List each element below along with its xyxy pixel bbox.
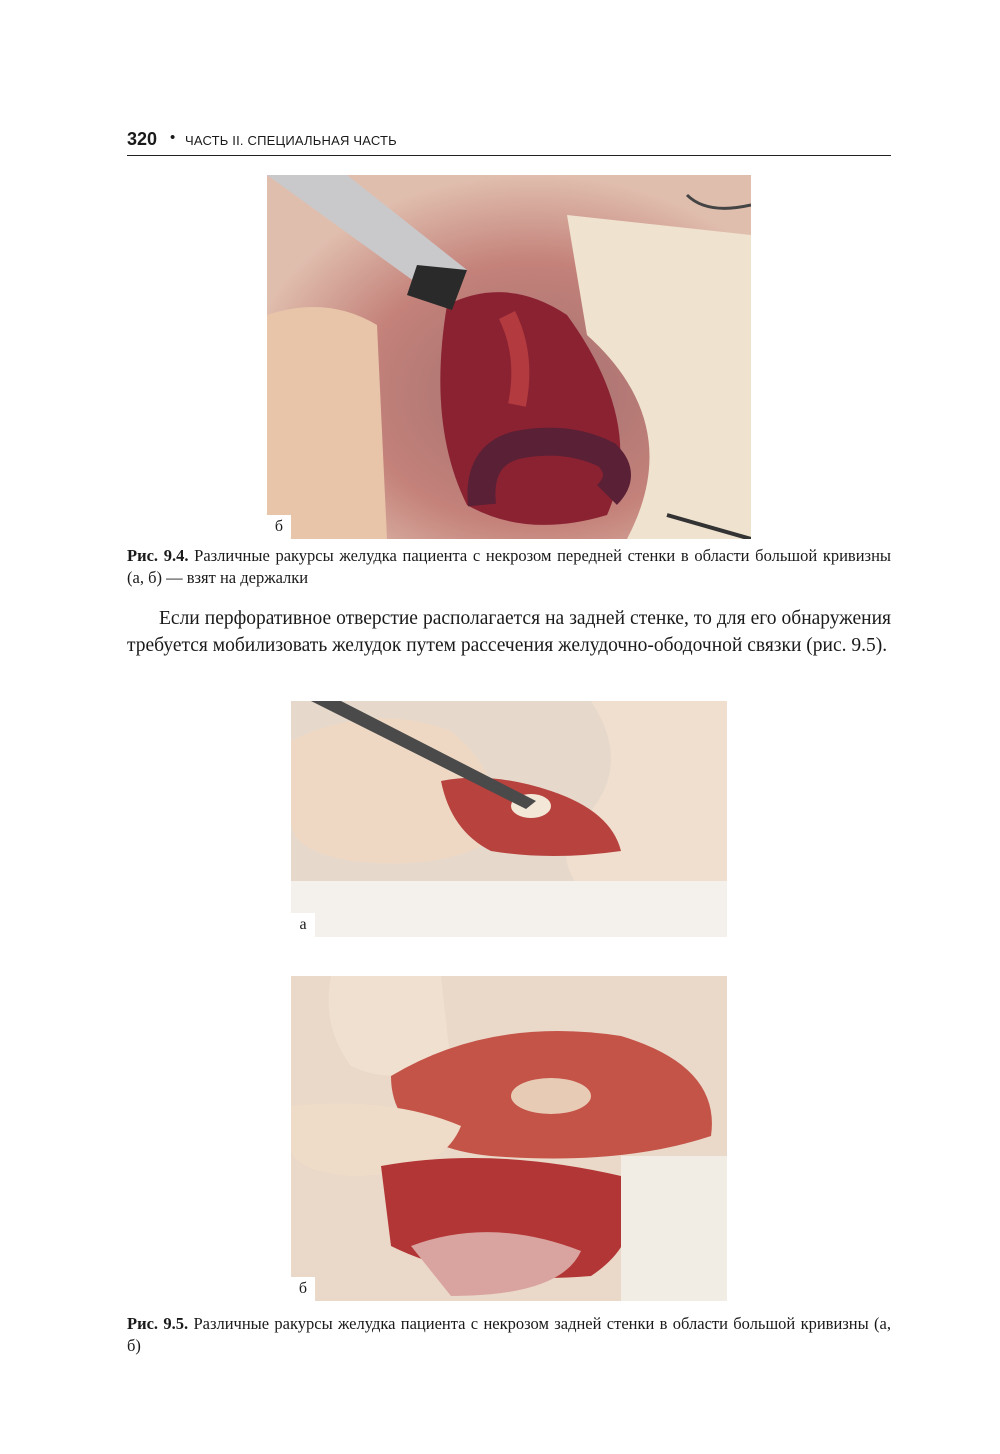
figure-9-4-photo — [267, 175, 751, 539]
figure-9-5a-photo — [291, 701, 727, 937]
panel-label-b: б — [267, 515, 291, 539]
body-paragraph: Если перфоративное отверстие располагается на задней стенке, то для его обнаружения требуется мобилизовать желудок путем рассечения желудочно-ободочной связки (рис. 9.5). — [127, 608, 891, 656]
figure-9-5-caption — [127, 1313, 891, 1357]
figure-9-4-caption-text: Различные ракурсы желудка пациента с некрозом передней стенки в области большой кривизны (а, б) — взят на держалки — [127, 546, 891, 587]
figure-9-5-caption-text: Различные ракурсы желудка пациента с некрозом задней стенки в области большой кривизны (а, б) — [127, 1314, 891, 1355]
bullet-separator: • — [170, 129, 176, 146]
page-number: 320 — [127, 129, 158, 149]
figure-9-5b-photo — [291, 976, 727, 1301]
panel-label-b-2: б — [291, 1277, 315, 1301]
figure-9-4-ref: Рис. 9.4. — [127, 546, 189, 565]
figure-9-4-caption — [127, 545, 891, 589]
running-head — [127, 127, 891, 156]
section-title: ЧАСТЬ II. СПЕЦИАЛЬНАЯ ЧАСТЬ — [185, 133, 397, 148]
panel-label-a: а — [291, 913, 315, 937]
figure-9-5-ref: Рис. 9.5. — [127, 1314, 189, 1333]
